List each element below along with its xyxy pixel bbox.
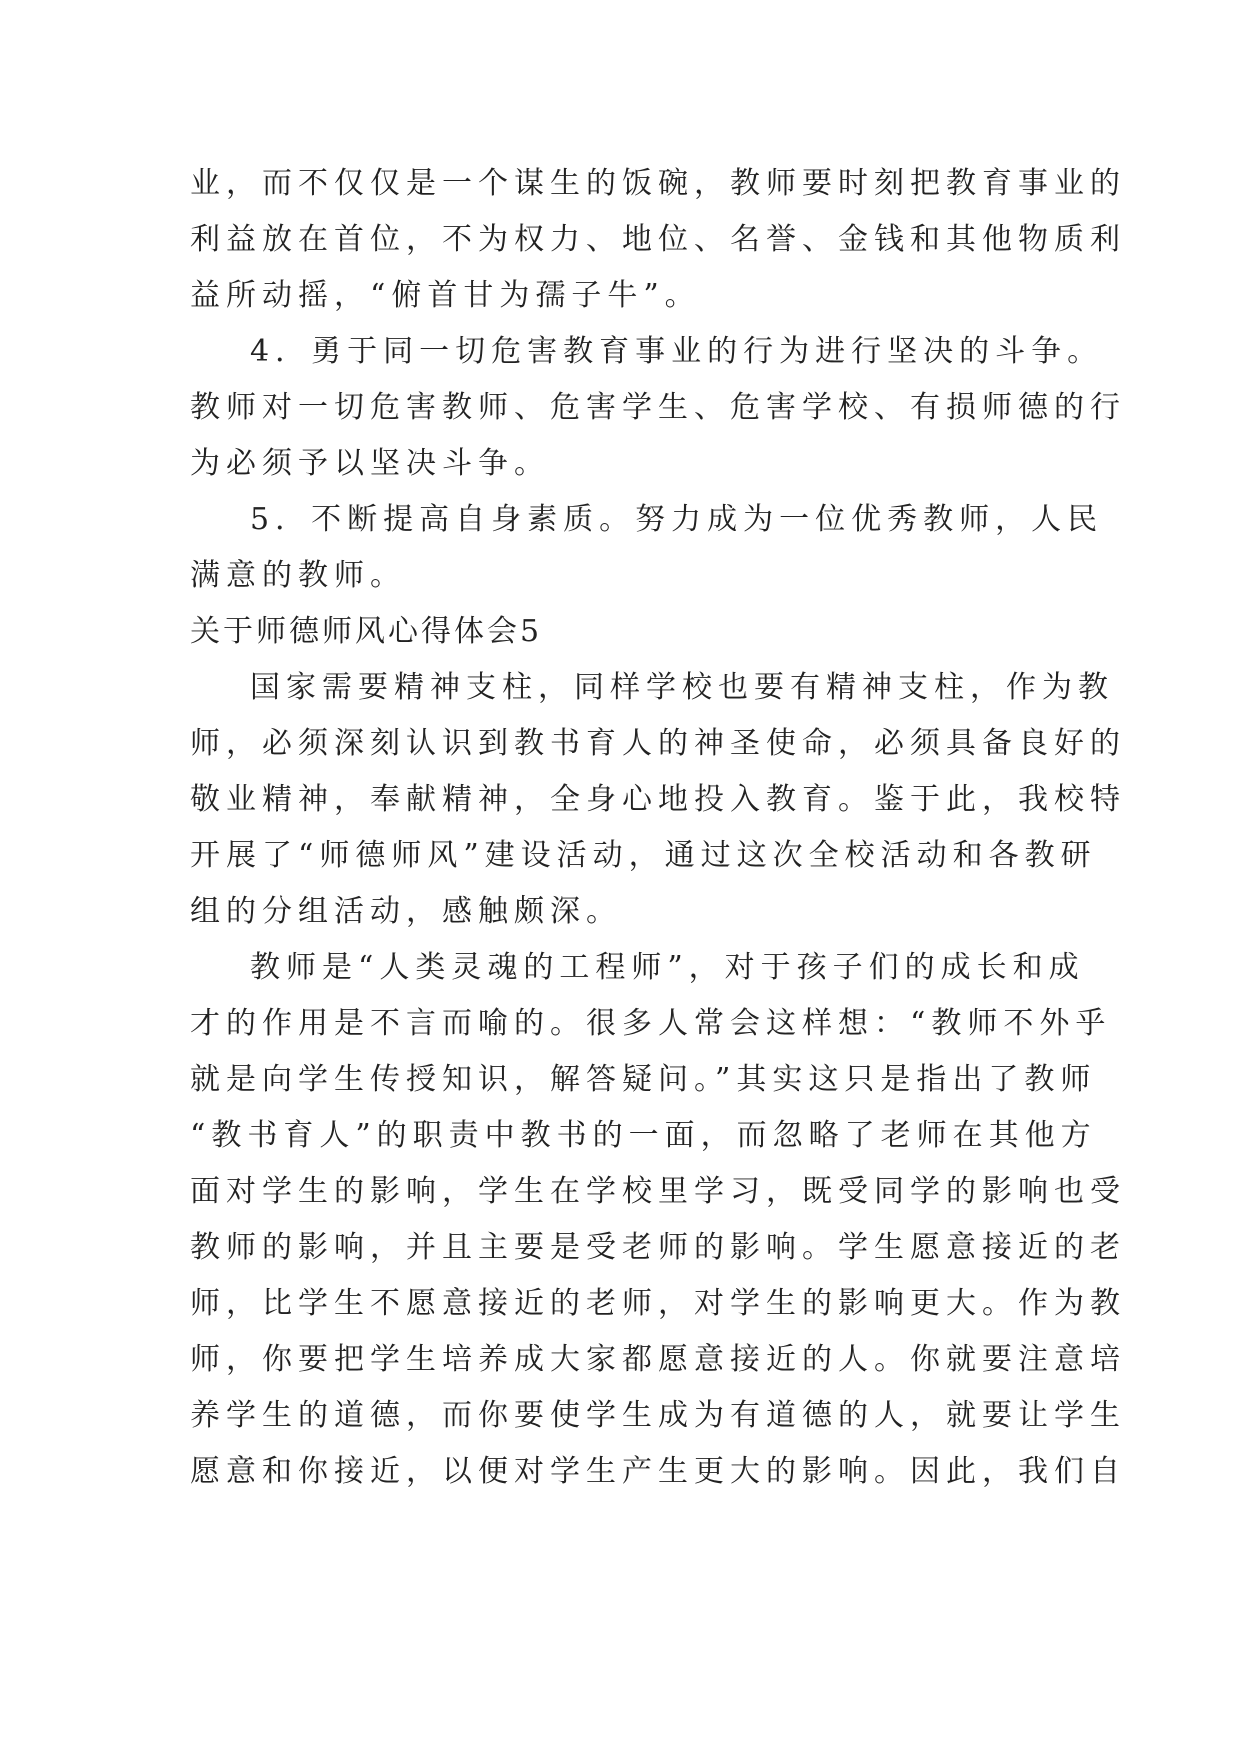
text-line: 开展了“师德师风”建设活动，通过这次全校活动和各教研 <box>190 838 1097 873</box>
paragraph-continuation <box>190 156 1126 324</box>
text-line: 愿意和你接近，以便对学生产生更大的影响。因此，我们自 <box>190 1454 1126 1489</box>
text-line: 满意的教师。 <box>190 558 406 593</box>
text-line: 教师的影响，并且主要是受老师的影响。学生愿意接近的老 <box>190 1230 1126 1265</box>
text-line: 组的分组活动，感触颇深。 <box>190 894 622 929</box>
section-paragraph-2 <box>190 940 1126 1500</box>
text-line: 师，你要把学生培养成大家都愿意接近的人。你就要注意培 <box>190 1342 1126 1377</box>
text-line: 师，必须深刻认识到教书育人的神圣使命，必须具备良好的 <box>190 726 1126 761</box>
text-line: 益所动摇，“俯首甘为孺子牛”。 <box>190 278 701 313</box>
text-line: 教师对一切危害教师、危害学生、危害学校、有损师德的行 <box>190 390 1126 425</box>
section-paragraph-1 <box>190 660 1126 940</box>
list-item-5 <box>190 492 1104 604</box>
text-line: 为必须予以坚决斗争。 <box>190 446 550 481</box>
text-line: “教书育人”的职责中教书的一面，而忽略了老师在其他方 <box>190 1118 1097 1153</box>
document-body <box>190 156 1126 1500</box>
text-line: 才的作用是不言而喻的。很多人常会这样想：“教师不外乎 <box>190 1006 1112 1041</box>
text-line: 师，比学生不愿意接近的老师，对学生的影响更大。作为教 <box>190 1286 1126 1321</box>
section-heading: 关于师德师风心得体会5 <box>190 614 543 649</box>
text-line: 面对学生的影响，学生在学校里学习，既受同学的影响也受 <box>190 1174 1126 1209</box>
text-line: 5．不断提高自身素质。努力成为一位优秀教师，人民 <box>250 502 1104 537</box>
text-line: 就是向学生传授知识，解答疑问。”其实这只是指出了教师 <box>190 1062 1097 1097</box>
text-line: 利益放在首位，不为权力、地位、名誉、金钱和其他物质利 <box>190 222 1126 257</box>
text-line: 敬业精神，奉献精神，全身心地投入教育。鉴于此，我校特 <box>190 782 1126 817</box>
text-line: 业，而不仅仅是一个谋生的饭碗，教师要时刻把教育事业的 <box>190 166 1126 201</box>
text-line: 养学生的道德，而你要使学生成为有道德的人，就要让学生 <box>190 1398 1126 1433</box>
text-line: 4．勇于同一切危害教育事业的行为进行坚决的斗争。 <box>250 334 1104 369</box>
text-line: 教师是“人类灵魂的工程师”，对于孩子们的成长和成 <box>250 950 1085 985</box>
list-item-4 <box>190 324 1126 492</box>
text-line: 国家需要精神支柱，同样学校也要有精神支柱，作为教 <box>250 670 1114 705</box>
